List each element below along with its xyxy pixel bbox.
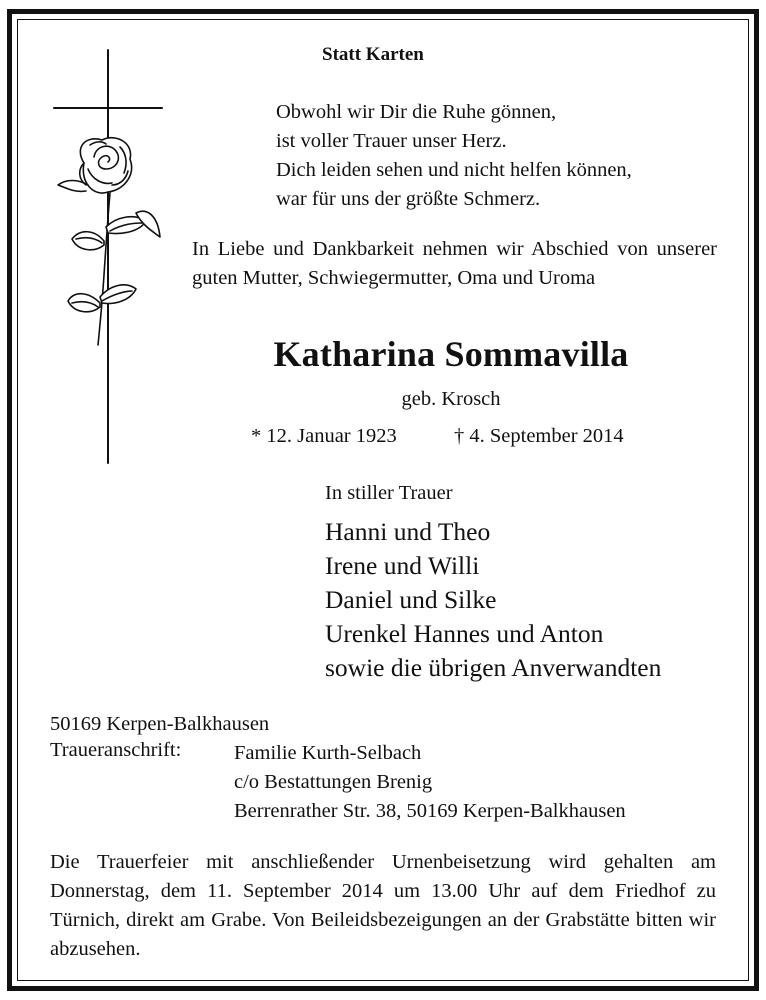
address-line: c/o Bestattungen Brenig bbox=[234, 771, 433, 793]
address-line: Familie Kurth-Selbach bbox=[234, 742, 422, 764]
mourner-entry: sowie die übrigen Anverwandten bbox=[325, 653, 662, 682]
header-statt-karten: Statt Karten bbox=[322, 44, 424, 65]
farewell-intro: In Liebe und Dankbarkeit nehmen wir Abschied von unserer guten Mutter, Schwiegermutter, Oma und Uroma bbox=[192, 238, 717, 289]
ceremony-info: Die Trauerfeier mit anschließender Urnenbeisetzung wird gehalten am Donnerstag, dem 11. September 2014 um 13.00 Uhr auf dem Friedhof zu Türnich, direkt am Grabe. Von Beileidsbezeigungen an der Grabstätte bitten wir abzusehen. bbox=[50, 851, 716, 960]
mourner-entry: Urenkel Hannes und Anton bbox=[325, 619, 604, 648]
mourner-entry: Daniel und Silke bbox=[325, 585, 497, 614]
poem-line: war für uns der größte Schmerz. bbox=[276, 188, 541, 210]
death-date: † 4. September 2014 bbox=[454, 425, 624, 447]
poem-line: Dich leiden sehen und nicht helfen können, bbox=[276, 159, 632, 181]
mourner-entry: Hanni und Theo bbox=[325, 517, 491, 546]
cross-with-rose-icon bbox=[50, 45, 170, 465]
poem bbox=[276, 98, 632, 214]
poem-line: Obwohl wir Dir die Ruhe gönnen, bbox=[276, 101, 557, 123]
address-label: Traueranschrift: bbox=[50, 739, 182, 761]
birth-date: * 12. Januar 1923 bbox=[251, 425, 397, 447]
location: 50169 Kerpen-Balkhausen bbox=[50, 713, 270, 735]
mourning-intro: In stiller Trauer bbox=[325, 482, 453, 504]
mourner-entry: Irene und Willi bbox=[325, 551, 480, 580]
mourning-address bbox=[234, 739, 626, 826]
maiden-name: geb. Krosch bbox=[401, 388, 501, 410]
poem-line: ist voller Trauer unser Herz. bbox=[276, 130, 507, 152]
address-line: Berrenrather Str. 38, 50169 Kerpen-Balkhausen bbox=[234, 800, 626, 822]
mourners-list bbox=[325, 515, 661, 685]
deceased-name: Katharina Sommavilla bbox=[273, 334, 629, 374]
